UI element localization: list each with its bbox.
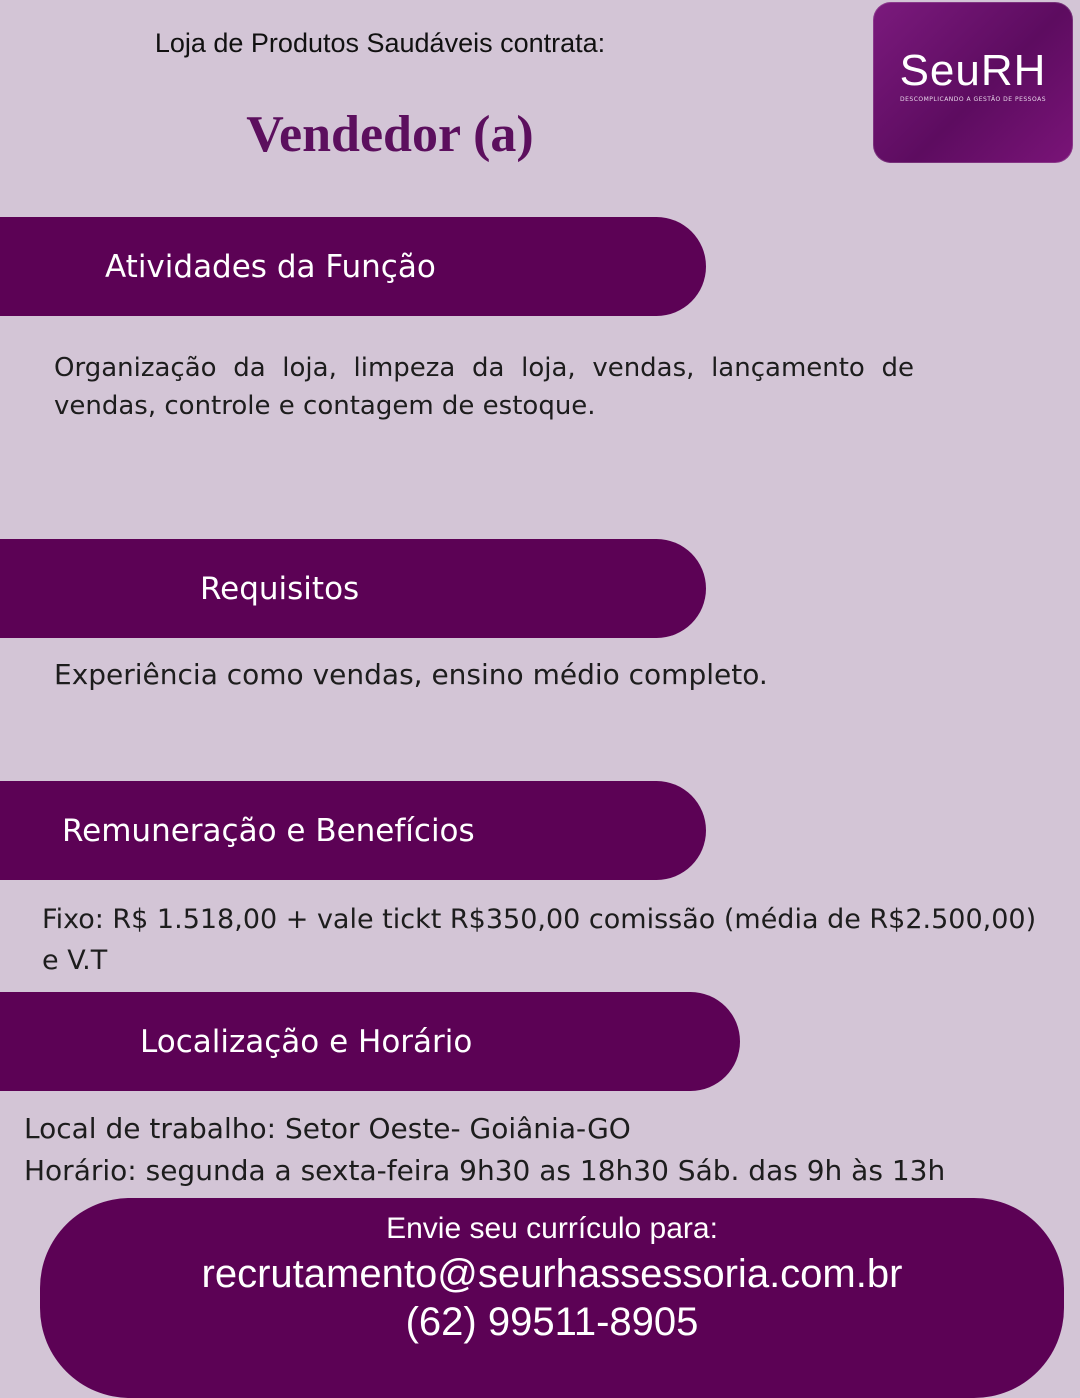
- section-requirements-text: Experiência como vendas, ensino médio completo.: [54, 658, 768, 691]
- section-compensation-text: Fixo: R$ 1.518,00 + vale tickt R$350,00 comissão (média de R$2.500,00) e V.T: [42, 904, 1037, 976]
- section-activities-text: Organização da loja, limpeza da loja, vendas, lançamento de vendas, controle e contagem de estoque.: [54, 353, 914, 421]
- logo-tagline: DESCOMPLICANDO A GESTÃO DE PESSOAS: [899, 96, 1047, 103]
- section-requirements-heading: [0, 539, 706, 638]
- contact-banner: [40, 1198, 1064, 1398]
- intro-text: Loja de Produtos Saudáveis contrata:: [154, 28, 606, 58]
- location-line: Local de trabalho: Setor Oeste- Goiânia-GO: [24, 1112, 631, 1145]
- logo-name: SeuRH: [899, 46, 1047, 95]
- contact-email[interactable]: recrutamento@seurhassessoria.com.br: [201, 1252, 903, 1296]
- section-activities-heading: [0, 217, 706, 316]
- section-activities-label: Atividades da Função: [105, 248, 436, 285]
- section-compensation-heading: [0, 781, 706, 880]
- contact-phone[interactable]: (62) 99511-8905: [405, 1300, 699, 1344]
- schedule-line: Horário: segunda a sexta-feira 9h30 as 18h30 Sáb. das 9h às 13h: [24, 1154, 946, 1187]
- job-title: Vendedor (a): [246, 106, 534, 163]
- section-location-label: Localização e Horário: [140, 1023, 473, 1060]
- section-location-text: [24, 1108, 1064, 1192]
- contact-lead: Envie seu currículo para:: [386, 1212, 718, 1245]
- seurh-logo: [873, 2, 1073, 163]
- section-location-heading: [0, 992, 740, 1091]
- section-compensation-label: Remuneração e Benefícios: [62, 812, 475, 849]
- section-requirements-label: Requisitos: [200, 570, 360, 607]
